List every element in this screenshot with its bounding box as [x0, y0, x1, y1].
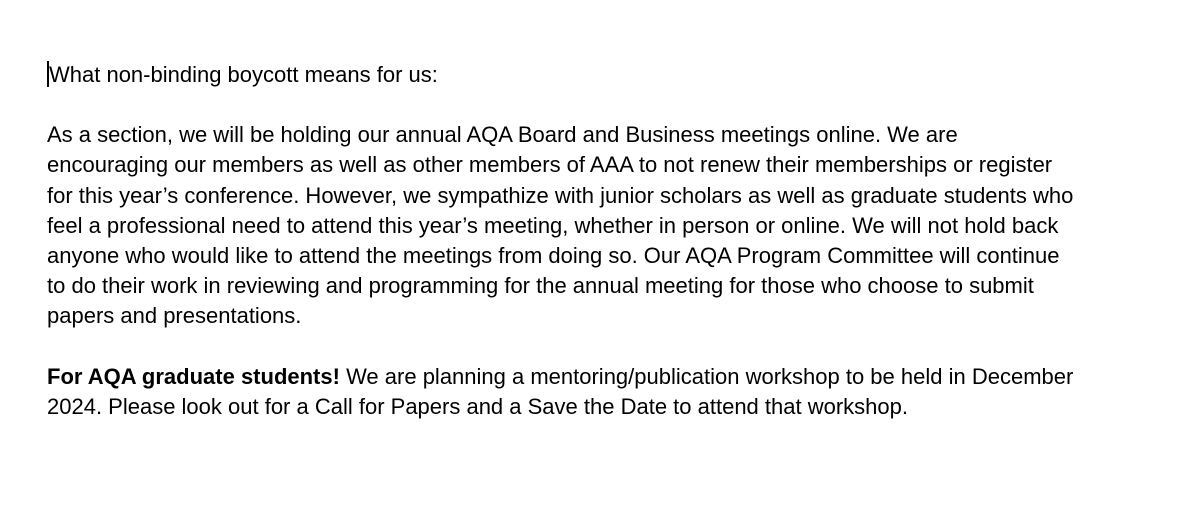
paragraph-line: feel a professional need to attend this year’s meeting, whether in person or online. We will not hold back — [47, 212, 1059, 238]
paragraph-graduate-students — [47, 362, 1147, 422]
paragraph-line: 2024. Please look out for a Call for Papers and a Save the Date to attend that workshop. — [47, 393, 908, 419]
paragraph-line: encouraging our members as well as other members of AAA to not renew their memberships or register — [47, 152, 1053, 178]
document-body[interactable] — [47, 60, 1147, 422]
paragraph-spacer — [47, 332, 1147, 362]
bold-lead-in: For AQA graduate students! — [47, 363, 340, 389]
paragraph-line: anyone who would like to attend the meetings from doing so. Our AQA Program Committee will continue — [47, 243, 1060, 269]
heading-line — [47, 60, 1147, 90]
paragraph-line: to do their work in reviewing and programming for the annual meeting for those who choose to submit — [47, 273, 1034, 299]
paragraph-boycott — [47, 120, 1147, 331]
paragraph-spacer — [47, 90, 1147, 120]
heading-text: What non-binding boycott means for us: — [49, 62, 438, 87]
paragraph-line — [47, 362, 1147, 392]
paragraph-line: for this year’s conference. However, we sympathize with junior scholars as well as graduate students who — [47, 182, 1074, 208]
paragraph-line-rest: We are planning a mentoring/publication workshop to be held in December — [339, 363, 1074, 389]
paragraph-line: papers and presentations. — [47, 303, 302, 329]
paragraph-line: As a section, we will be holding our annual AQA Board and Business meetings online. We are — [47, 122, 958, 148]
